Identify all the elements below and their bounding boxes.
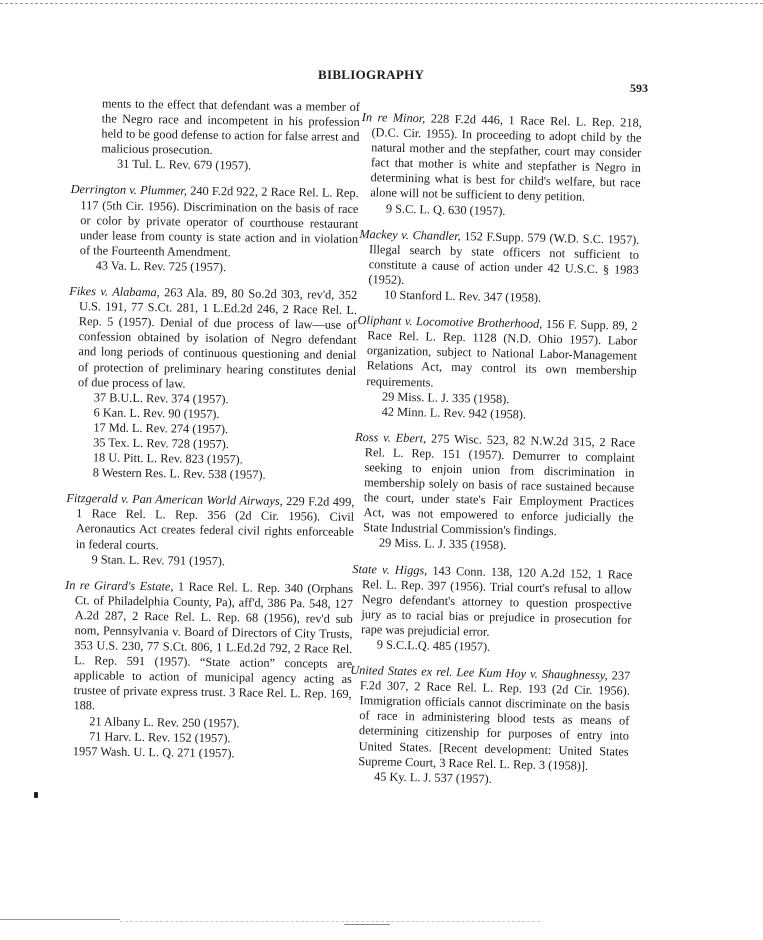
case-name: Oliphant v. Locomotive Brotherhood,: [357, 313, 547, 332]
entry-citation: 10 Stanford L. Rev. 347 (1958).: [383, 287, 542, 305]
case-name: In re Girard's Estate,: [65, 577, 179, 594]
bibliography-entry: [67, 284, 358, 484]
entry-citation: 31 Tul. L. Rev. 679 (1957).: [116, 157, 252, 173]
case-name: Fikes v. Alabama,: [69, 284, 165, 300]
scan-mark: [344, 924, 390, 925]
scan-edge-bottom-dashed: [120, 921, 540, 922]
entry-citation: 35 Tex. L. Rev. 728 (1957).: [93, 435, 230, 452]
bibliography-entry: [358, 227, 640, 308]
entry-citation: 21 Albany L. Rev. 250 (1957).: [89, 713, 240, 730]
entry-citation: 29 Miss. L. J. 335 (1958).: [378, 535, 507, 553]
entry-citation: 9 S.C. L. Q. 630 (1957).: [385, 201, 506, 218]
entry-citation: 71 Harv. L. Rev. 152 (1957).: [88, 728, 231, 745]
entry-text: 237 F.2d 307, 2 Race Rel. L. Rep. 193 (2d Cir. 1956). Immigration officials cannot discriminate on the basis of race in administering blood tests as means of determining citizenship for purposes of entry into United States. [Recent development: United States Supreme Court, 3 Race Rel. L. Rep. 3 (1958)].: [358, 668, 631, 773]
entry-citation: 37 B.U.L. Rev. 374 (1957).: [93, 390, 229, 406]
entry-citation: 17 Md. L. Rev. 274 (1957).: [93, 420, 229, 437]
entry-text: 1 Race Rel. L. Rep. 340 (Orphans Ct. of Philadelphia County, Pa), aff'd, 386 Pa. 548, 127 A.2d 287, 2 Race Rel. L. Rep. 68 (1956), rev'd sub nom, Pennsylvania v. Board of Directors of City Trusts, 353 U.S. 230, 77 S.Ct. 806, 1 L.Ed.2d 792, 2 Race Rel. L. Rep. 591 (1957). “State action” concepts are applicable to action of municipal agency acting as trustee of private express trust. 3 Race Rel. L. Rep. 169, 188.: [73, 579, 354, 713]
entry-text: 228 F.2d 446, 1 Race Rel. L. Rep. 218, (D.C. Cir. 1955). In proceeding to adopt child by the natural mother and the stepfather, court may consider fact that mother is white and stepfather is Negro in determining what is best for child's welfare, but race alone will not be sufficient to deny petition.: [370, 111, 642, 205]
bibliography-entry: [65, 491, 354, 570]
case-name: United States ex rel. Lee Kum Hoy v. Shaughnessy,: [350, 662, 612, 683]
case-name: Mackey v. Chandler,: [359, 226, 465, 243]
case-name: Ross v. Ebert,: [355, 429, 432, 446]
entry-text: 275 Wisc. 523, 82 N.W.2d 315, 2 Race Rel. L. Rep. 151 (1957). Demurrer to complaint seeking to enjoin union from discrimination in membership solely on basis of race sustained because the court, under state's Fair Employment Practices Act, was not empowered to enforce judicially the State Industrial Commission's findings.: [363, 431, 636, 539]
bibliography-entry: [360, 110, 642, 221]
entry-text: ments to the effect that defendant was a member of the Negro race and incompetent in his profession held to be good defense to action for false arrest and malicious prosecution.: [101, 96, 360, 158]
entry-text: 263 Ala. 89, 80 So.2d 303, rev'd, 352 U.S. 191, 77 S.Ct. 281, 1 L.Ed.2d 246, 2 Race Rel. L. Rep. 5 (1957). Denial of due process of law—use of confession obtained by isolation of Negro defendant and long periods of continuous questioning and denial of protection of preliminary hearing constitutes denial of due process of law.: [77, 285, 358, 391]
scan-edge-bottom: [0, 919, 120, 920]
entry-citation: 18 U. Pitt. L. Rev. 823 (1957).: [92, 450, 243, 467]
entry-citation: 8 Western Res. L. Rev. 538 (1957).: [92, 465, 266, 482]
bibliography-entry: [351, 561, 633, 657]
entry-citation: 1957 Wash. U. L. Q. 271 (1957).: [72, 743, 235, 761]
scan-edge-top: [0, 3, 763, 4]
entry-text: 143 Conn. 138, 120 A.2d 152, 1 Race Rel. L. Rep. 397 (1956). Trial court's refusal to allow Negro defendant's attorney to question prospective jury as to racial bias or prejudice in prosecution for rape was prejudicial error.: [360, 563, 633, 639]
entry-text: 152 F.Supp. 579 (W.D. S.C. 1957). Illegal search by state officers not sufficient to constitute a cause of action under 42 U.S.C. § 1983 (1952).: [368, 228, 640, 287]
right-column: [348, 110, 642, 801]
bibliography-entry: [63, 578, 354, 763]
page-number: 593: [630, 81, 648, 95]
left-column: [63, 96, 360, 774]
bibliography-entry: [348, 663, 630, 790]
running-head: BIBLIOGRAPHY: [318, 67, 425, 82]
entry-citation: 6 Kan. L. Rev. 90 (1957).: [93, 405, 220, 421]
entry-citation: 43 Va. L. Rev. 725 (1957).: [95, 258, 227, 275]
bibliography-entry: [353, 430, 635, 557]
bibliography-entry: [71, 96, 360, 175]
margin-mark: [34, 792, 38, 798]
case-name: Fitzgerald v. Pan American World Airways,: [66, 491, 287, 509]
case-name: State v. Higgs,: [352, 561, 433, 578]
case-name: Derrington v. Plummer,: [70, 182, 191, 199]
bibliography-entry: [70, 182, 359, 277]
entry-citation: 9 Stan. L. Rev. 791 (1957).: [91, 551, 226, 568]
entry-text: 240 F.2d 922, 2 Race Rel. L. Rep. 117 (5th Cir. 1956). Discrimination on the basis of race or color by private operator of courthouse restaurant under lease from county is state action and in violation of the Fourteenth Amendment.: [79, 184, 359, 260]
entry-text: 229 F.2d 499, 1 Race Rel. L. Rep. 356 (2d Cir. 1956). Civil Aeronautics Act creates federal civil rights enforceable in federal courts.: [75, 494, 355, 552]
entry-citation: 9 S.C.L.Q. 485 (1957).: [376, 637, 491, 654]
bibliography-entry: [356, 313, 638, 424]
entry-text: 156 F. Supp. 89, 2 Race Rel. L. Rep. 1128 (N.D. Ohio 1957). Labor organization, subject to National Labor-Management Relations Act, may control its own membership requirements.: [366, 317, 638, 390]
case-name: In re Minor,: [361, 110, 431, 126]
entry-citation: 45 Ky. L. J. 537 (1957).: [373, 769, 492, 786]
entry-citation: 29 Miss. L. J. 335 (1958).: [381, 389, 510, 406]
entry-citation: 42 Minn. L. Rev. 942 (1958).: [381, 404, 527, 422]
